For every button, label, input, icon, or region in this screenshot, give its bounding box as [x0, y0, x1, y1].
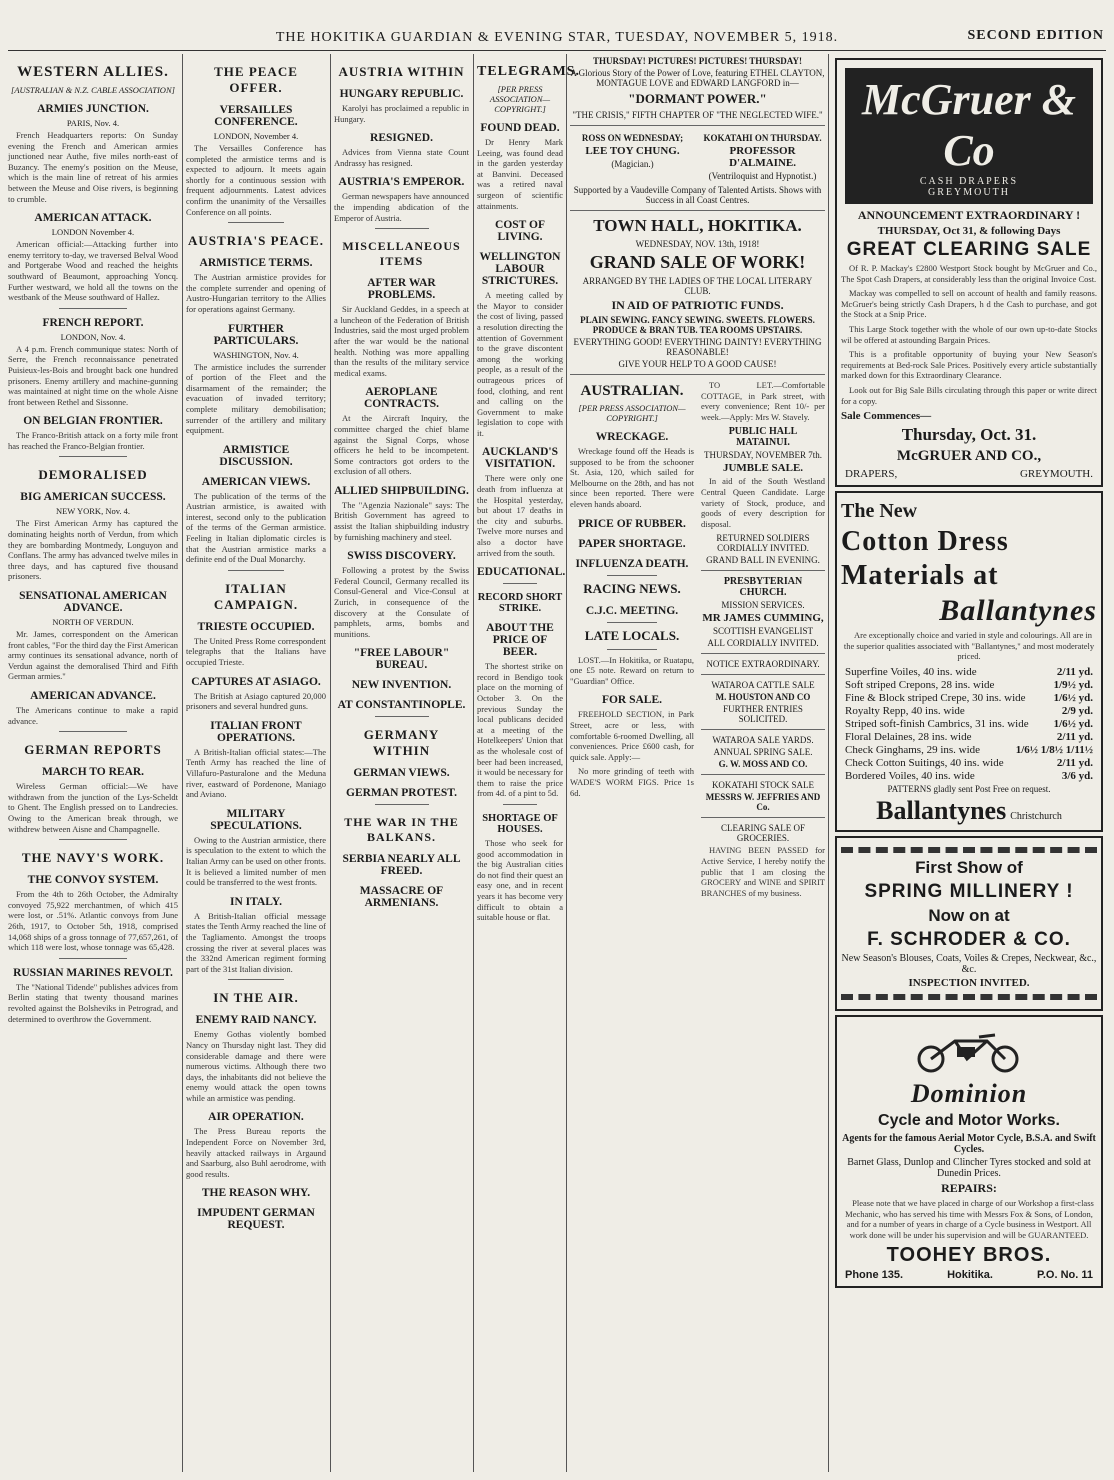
- column-austria: [334, 54, 469, 1472]
- article-title: FOUND DEAD.: [480, 122, 560, 134]
- article-body: Those who seek for good accommodation in the big Australian cities do not find their quest an easy one, and in recent years it has become very difficult to obtain a suitable house or flat.: [477, 837, 563, 923]
- section-heading: TELEGRAMS.: [477, 64, 580, 79]
- column-display-ads: [832, 54, 1106, 1472]
- prof-name: PROFESSOR D'ALMAINE.: [729, 145, 796, 169]
- separator: [701, 817, 825, 818]
- article-title: EDUCATIONAL.: [477, 566, 566, 579]
- toohey-name: TOOHEY BROS.: [886, 1244, 1052, 1267]
- article-subtitle: SERBIA NEARLY ALL FREED.: [342, 853, 461, 878]
- article-title: AEROPLANE CONTRACTS.: [363, 386, 440, 411]
- returned-line: RETURNED SOLDIERS CORDIALLY INVITED.: [716, 533, 810, 554]
- price-item: Fine & Block striped Crepe, 30 ins. wide: [845, 691, 1026, 704]
- column-rule: [182, 54, 183, 1472]
- article-title: SWISS DISCOVERY.: [347, 550, 456, 563]
- column-rule: [330, 54, 331, 1472]
- section-heading: THE WAR IN THE BALKANS.: [344, 815, 459, 845]
- clearing-sale-title: GREAT CLEARING SALE: [846, 239, 1092, 260]
- kokatahi-line: KOKATAHI ON THURSDAY.: [703, 133, 822, 143]
- stalls-line: PLAIN SEWING. FANCY SEWING. SWEETS. FLOWERS. PRODUCE & BRAN TUB. TEA ROOMS UPSTAIRS.: [580, 315, 815, 335]
- article-title: AMERICAN ATTACK.: [34, 212, 152, 225]
- section-heading: IN THE AIR.: [213, 990, 299, 1006]
- further-entries: FURTHER ENTRIES SOLICITED.: [723, 704, 803, 725]
- article-body: German newspapers have announced the impending abdication of the Emperor of Austria.: [334, 191, 469, 223]
- townhall-date: WEDNESDAY, NOV. 13th, 1918!: [635, 239, 760, 249]
- article-title: "FREE LABOUR" BUREAU.: [353, 647, 450, 672]
- price-item: Royalty Repp, 40 ins. wide: [845, 704, 965, 717]
- price-value: 1/6½ yd.: [1053, 691, 1093, 704]
- masthead-rule: [8, 50, 1106, 51]
- article-body: The Versailles Conference has completed the armistice terms and is expected to adjourn. It meets again shortly for a continuous session with frequent adjournments. Latest advices confirm the unanimity of the Versailles Conference on all points.: [186, 143, 326, 217]
- clearing-body: Mackay was compelled to sell on account of health and family reasons. McGruer's being strictly Cash Drapers, h d the Cash to purchase, and got the Stock at a Snip Price.: [841, 288, 1097, 320]
- first-show: First Show of: [915, 857, 1023, 877]
- sale-days: THURSDAY, Oct 31, & following Days: [877, 225, 1061, 237]
- clearing-groceries: CLEARING SALE OF GROCERIES.: [720, 823, 805, 844]
- article-title: WRECKAGE.: [595, 431, 669, 443]
- article-subtitle: ABOUT THE PRICE OF BEER.: [486, 622, 554, 659]
- drapers-label: DRAPERS,: [845, 468, 898, 481]
- dashed-border: [841, 847, 1097, 853]
- schroder-ad: [835, 836, 1103, 1011]
- dateline: LONDON, Nov. 4.: [60, 331, 126, 342]
- dateline: LONDON November 4.: [51, 227, 135, 238]
- motorcycle-icon: [909, 1027, 1029, 1073]
- toohey-contact: [845, 1269, 1093, 1281]
- clearing-body: Of R. P. Mackay's £2800 Westport Stock bought by McGruer and Co., The Spot Cash Drapers, at considerably less than the original Invoice Cost.: [841, 263, 1097, 284]
- worm-figs-notice: No more grinding of teeth with WADE'S WORM FIGS. Price 1s 6d.: [570, 766, 694, 798]
- article-title: AT CONSTANTINOPLE.: [337, 699, 466, 712]
- agency-line: [PER PRESS ASSOCIATION—COPYRIGHT.]: [578, 403, 686, 423]
- announcement: ANNOUNCEMENT EXTRAORDINARY !: [857, 208, 1081, 222]
- separator: [59, 958, 127, 959]
- kokatahi-stock: KOKATAHI STOCK SALE: [711, 780, 815, 791]
- phone-label: Phone 135.: [845, 1269, 904, 1282]
- ballantynes-footer-name: Ballantynes: [876, 795, 1007, 825]
- separator: [701, 674, 825, 675]
- supported-line: Supported by a Vaudeville Company of Talented Artists. Shows with Success in all Coast Centres.: [573, 185, 822, 205]
- racing-heading: RACING NEWS.: [583, 580, 681, 596]
- notice-extraordinary: NOTICE EXTRAORDINARY.: [706, 659, 820, 670]
- article-body: There were only one death from influenza at the Hospital yesterday, but about 17 deaths in the city and suburbs. Twelve more nurses and also a doctor have arrived from the south.: [477, 473, 563, 558]
- schroder-name: F. SCHRODER & CO.: [867, 928, 1071, 950]
- australian-column: [570, 380, 694, 902]
- give-line: GIVE YOUR HELP TO A GOOD CAUSE!: [618, 359, 777, 369]
- article-subtitle: ARMISTICE TERMS.: [199, 257, 313, 270]
- article-title: SENSATIONAL AMERICAN ADVANCE.: [19, 590, 167, 615]
- article-subtitle: GERMAN VIEWS.: [353, 767, 450, 780]
- article-body: At the Aircraft Inquiry, the committee charged the chief blame against the Signal Corps, whose officers he held to be incompetent. Some contractors got orders to the exclusion of all others.: [334, 413, 469, 477]
- article-body: The First American Army has captured the dominating heights north of Verdun, from which they are bombarding Montmedy, Longuyon and Conflans. The army has advanced twelve miles in three days, and has captured five thousand prisoners.: [8, 518, 178, 582]
- greymouth-label: GREYMOUTH.: [1019, 468, 1093, 481]
- article-title: ARMISTICE DISCUSSION.: [219, 443, 293, 468]
- repairs-heading: REPAIRS:: [941, 1180, 997, 1195]
- price-value: 1/6½ yd.: [1053, 717, 1093, 730]
- column-peace-offer: [186, 54, 326, 1472]
- article-title: CAPTURES AT ASIAGO.: [191, 675, 321, 688]
- patterns-line: PATTERNS gladly sent Post Free on request.: [887, 783, 1051, 794]
- article-subtitle: BIG AMERICAN SUCCESS.: [20, 491, 166, 504]
- arranged-line: ARRANGED BY THE LADIES OF THE LOCAL LITERARY CLUB.: [582, 276, 813, 296]
- separator: [570, 374, 825, 375]
- article-title: AUSTRIA'S EMPEROR.: [338, 176, 465, 189]
- article-body: The Austrian armistice provides for the complete surrender and opening of Austro-Hungarian territory to the Allies for operations against Germany.: [186, 272, 326, 314]
- article-title: NEW INVENTION.: [351, 679, 452, 692]
- article-title: AUCKLAND'S VISITATION.: [481, 446, 559, 471]
- price-row: [845, 679, 1093, 691]
- article-subtitle: MARCH TO REAR.: [41, 766, 145, 779]
- separator: [570, 210, 825, 211]
- article-body: A meeting called by the Mayor to consider the cost of living, passed a resolution directing the attention of Government to the grave discontent among the working people, as a result of the outrageous prices of food, clothing, and rent and calling on the Government to make legislation to cope with it.: [477, 290, 563, 438]
- article-body: The Americans continue to make a rapid advance.: [8, 705, 178, 726]
- article-body: The Franco-British attack on a forty mile front has reached the Franco-Belgian frontier.: [8, 430, 178, 451]
- mcgruer-name: McGRUER AND CO.,: [896, 448, 1042, 465]
- separator: [228, 222, 284, 223]
- article-subtitle: THE CONVOY SYSTEM.: [27, 874, 159, 887]
- townhall-title: TOWN HALL, HOKITIKA.: [593, 216, 802, 235]
- invited-line: ALL CORDIALLY INVITED.: [707, 638, 819, 649]
- article-body: Owing to the Austrian armistice, there is speculation to the extent to which the Italian Army can be used on other fronts. It is believed a limited number of men could be transferred to the west fronts.: [186, 834, 326, 888]
- article-body: Mr. James, correspondent on the American front cables, "For the third day the First American army continues its sensational advance, north of Verdun against the demoralised Third and Fifth German armies.": [8, 629, 178, 682]
- dateline: NEW YORK, Nov. 4.: [55, 506, 131, 517]
- article-title: GERMAN PROTEST.: [346, 787, 457, 800]
- column-notices: [570, 54, 825, 1472]
- everything-line: EVERYTHING GOOD! EVERYTHING DAINTY! EVERYTHING REASONABLE!: [573, 337, 822, 357]
- article-body: From the 4th to 26th October, the Admiralty convoyed 75,922 merchantmen, of which 415 were lost, or .51%. Atlantic convoys from June 26th, 1917, to October 5th, 1918, comprised 14,068 ships of a gross tonnage of 77,657,261, of which 118 were lost, whose tonnage was 65,428.: [8, 889, 178, 953]
- price-list: [841, 666, 1097, 782]
- tyres-line: Barnet Glass, Dunlop and Clincher Tyres stocked and sold at Dunedin Prices.: [847, 1156, 1091, 1179]
- dateline: WASHINGTON, Nov. 4.: [213, 349, 299, 360]
- article-body: A British-Italian official message states the Tenth Army reached the line of the Tagliamento. Amongst the troops crossing the river at several places was the 332nd American regiment forming part of the 31st Italian division.: [186, 910, 326, 974]
- article-body: Sir Auckland Geddes, in a speech at a luncheon of the Federation of British Industries, said the most urged problem after the war would be the national health. Nothing was more appalling than the results of the military service medical exams.: [334, 304, 469, 378]
- column-rule: [566, 54, 567, 1472]
- jeffries-name: MESSRS W. JEFFRIES AND Co.: [705, 792, 821, 813]
- dateline: LONDON, November 4.: [213, 131, 299, 141]
- section-heading: ITALIAN CAMPAIGN.: [213, 580, 299, 612]
- article-body: American official:—Attacking further into enemy territory to-day, we traversed Belval Wood and Portgerabe Wood and reached the heights southward of Beaumont, approaching Yoncq. Further westward, we hold all the towns on the westbank of the Meuse southward of Hallez.: [8, 239, 178, 303]
- pobox-label: P.O. No. 11: [1036, 1269, 1093, 1282]
- mcgruer-logo-sub: CASH DRAPERS: [919, 176, 1019, 187]
- separator: [701, 570, 825, 571]
- prof-sub: (Ventriloquist and Hypnotist.): [708, 171, 817, 181]
- cycle-works: Cycle and Motor Works.: [878, 1111, 1060, 1129]
- price-row: [845, 718, 1093, 730]
- jumble-title: JUMBLE SALE.: [722, 462, 804, 475]
- dateline: PARIS, Nov. 4.: [66, 118, 120, 128]
- ballantynes-ad: [835, 491, 1103, 832]
- agency-line: [PER PRESS ASSOCIATION—COPYRIGHT.]: [489, 84, 551, 114]
- price-item: Superfine Voiles, 40 ins. wide: [845, 665, 977, 678]
- mcgruer-ad: [835, 58, 1103, 487]
- price-value: 2/11 yd.: [1056, 730, 1093, 743]
- article-body: Karolyi has proclaimed a republic in Hungary.: [334, 103, 469, 124]
- mcgruer-logo-text: McGruer & Co: [862, 75, 1076, 175]
- article-body: Wreckage found off the Heads is supposed to be from the schooner St. Asia, 120, which sailed for Melbourne on the 28th, and has not since been reported. There were eleven hands aboard.: [570, 446, 694, 509]
- article-body: The "Agenzia Nazionale" says: The British Government has agreed to assist the Italian shipbuilding industry by furnishing machinery and steel.: [334, 499, 469, 542]
- article-title: INFLUENZA DEATH.: [575, 557, 689, 570]
- article-title: FURTHER PARTICULARS.: [213, 322, 299, 347]
- price-row: [845, 757, 1093, 769]
- article-title: C.J.C. MEETING.: [585, 604, 679, 617]
- article-subtitle: AFTER WAR PROBLEMS.: [367, 277, 436, 302]
- price-row: [845, 705, 1093, 717]
- article-subtitle: HUNGARY REPUBLIC.: [339, 88, 464, 100]
- to-let-notice: TO LET.—Comfortable COTTAGE, in Park street, with every convenience; Rent 10/- per week.—Apply: Mrs W. Stavely.: [701, 380, 825, 422]
- section-heading: THE NAVY'S WORK.: [21, 850, 165, 866]
- price-value: 2/9 yd.: [1061, 704, 1093, 717]
- christchurch-label: Christchurch: [1010, 810, 1062, 822]
- evangelist-line: SCOTTISH EVANGELIST: [712, 626, 814, 637]
- separator: [59, 731, 127, 732]
- separator: [59, 308, 127, 309]
- clearing-body: Look out for Big Sale Bills circulating through this paper or write direct for a copy.: [841, 384, 1097, 406]
- late-locals-heading: LATE LOCALS.: [584, 627, 680, 643]
- separator: [59, 456, 127, 457]
- presbyterian-title: PRESBYTERIAN CHURCH.: [723, 576, 803, 599]
- article-title: ALLIED SHIPBUILDING.: [334, 484, 469, 497]
- article-title: ON BELGIAN FRONTIER.: [23, 415, 163, 428]
- ballantynes-cotton: Cotton Dress: [841, 526, 1009, 558]
- article-body: The armistice includes the surrender of portion of the Fleet and the disarmament of the remainder; the evacuation of invaded territory; complete military demobilisation; surrender of the artillery and military equipment.: [186, 361, 326, 436]
- lee-sub: (Magician.): [611, 159, 654, 169]
- blouses-line: New Season's Blouses, Coats, Voiles & Crepes, Neckwear, &c., &c.: [841, 952, 1097, 975]
- repairs-body: Please note that we have placed in charge of our Workshop a first-class Mechanic, who has served his time with Messrs Fox & Sons, of London, and for a number of years in charge of a Cycle business in Westport. All work done will be under his supervision and will be GUARANTEED.: [845, 1197, 1094, 1240]
- section-heading: GERMANY WITHIN: [363, 727, 440, 759]
- article-title: IN ITALY.: [230, 895, 282, 908]
- agents-line: Agents for the famous Aerial Motor Cycle, B.S.A. and Swift Cycles.: [842, 1132, 1096, 1155]
- separator: [570, 125, 825, 126]
- separator: [701, 653, 825, 654]
- article-body: The shortest strike on record in Bendigo took place on the morning of October 3. On the previous Sunday the local publicans decided at a meeting of the Hotelkeepers' Union that as the wholesale cost of beer had been increased, it would be necessary for them to raise the price from 4d. of a pint to 5d.: [477, 661, 563, 799]
- price-row: [845, 692, 1093, 704]
- article-title: FRENCH REPORT.: [42, 316, 144, 329]
- price-value: 1/6½ 1/8½ 1/11½: [1015, 743, 1093, 756]
- section-heading: AUSTRIA'S PEACE.: [188, 233, 324, 249]
- lost-notice: LOST.—In Hokitika, or Ruatapu, one £5 note. Reward on return to "Guardian" Office.: [570, 654, 694, 686]
- price-item: Check Ginghams, 29 ins. wide: [845, 743, 981, 756]
- article-title: AIR OPERATION.: [208, 1111, 304, 1124]
- grand-sale-title: GRAND SALE OF WORK!: [589, 252, 806, 272]
- inspection-line: INSPECTION INVITED.: [908, 976, 1030, 989]
- price-value: 2/11 yd.: [1056, 665, 1093, 678]
- price-value: 1/9½ yd.: [1053, 678, 1093, 691]
- article-title: PRICE OF RUBBER.: [578, 517, 686, 530]
- ballantynes-logo: Ballantynes: [939, 594, 1097, 628]
- separator: [503, 583, 537, 584]
- article-subtitle: AMERICAN VIEWS.: [201, 475, 311, 488]
- section-heading: WESTERN ALLIES.: [17, 64, 169, 80]
- pictures-banner: THURSDAY! PICTURES! PICTURES! THURSDAY!: [593, 56, 802, 66]
- article-subtitle: VERSAILLES CONFERENCE.: [214, 104, 298, 128]
- pictures-crisis: "THE CRISIS," FIFTH CHAPTER OF "THE NEGLECTED WIFE.": [572, 110, 823, 120]
- article-body: Following a protest by the Swiss Federal Council, Germany recalled its Consul-General and Vice-Consul at Zurich, in consequence of the discovery at the Consulate of pamphlets, arms, bombs and munitions.: [334, 565, 469, 639]
- separator: [375, 804, 429, 805]
- mcgruer-logo-town: GREYMOUTH: [928, 187, 1010, 198]
- article-body: A 4 p.m. French communique states: North of Serre, the French reconnaissance penetrated Puisieux-les-Bois and brought back one hundred prisoners. Enemy artillery and machine-gunning was maintained at night time on the whole Aisne front between Rethel and Sissonne.: [8, 343, 178, 407]
- clearing-body: This is a profitable opportunity of buying your New Season's requirements at Bed-rock Sale Prices. Positively every article substantially marked down for this Extraordinary Clearance.: [841, 349, 1097, 381]
- article-body: Wireless German official:—We have withdrawn from the junction of the Lys-Scheldt to Ghent. The English pressed on to Landrecies. Owing to the American break through, we withdrew between Aisne and Champagnelle.: [8, 781, 178, 834]
- separator: [228, 979, 284, 980]
- dashed-border: [841, 994, 1097, 1000]
- article-body: Advices from Vienna state Count Andrassy has resigned.: [334, 147, 469, 168]
- section-heading: AUSTRIA WITHIN: [338, 64, 465, 79]
- price-row: [845, 666, 1093, 678]
- mcgruer-logo: [845, 68, 1093, 204]
- price-item: Check Cotton Suitings, 40 ins. wide: [845, 756, 1004, 769]
- article-subtitle: TRIESTE OCCUPIED.: [197, 620, 315, 633]
- separator: [701, 774, 825, 775]
- article-body: The United Press Rome correspondent telegraphs that the Italians have occupied Trieste.: [186, 635, 326, 668]
- section-heading: GERMAN REPORTS: [24, 742, 162, 758]
- toohey-ad: [835, 1015, 1103, 1288]
- for-sale-heading: FOR SALE.: [601, 694, 663, 707]
- section-heading: DEMORALISED: [38, 467, 148, 483]
- separator: [228, 570, 284, 571]
- separator: [59, 839, 127, 840]
- article-title: MILITARY SPECULATIONS.: [210, 807, 302, 832]
- ross-line: ROSS ON WEDNESDAY;: [581, 133, 684, 143]
- cumming-name: MR JAMES CUMMING,: [702, 612, 824, 625]
- ballantynes-materials: Materials at: [841, 560, 999, 592]
- wataroa-yards: WATAROA SALE YARDS.: [712, 735, 814, 746]
- price-row: [845, 770, 1093, 782]
- dominion-title: Dominion: [910, 1078, 1028, 1108]
- ballantynes-footer: [841, 796, 1097, 826]
- article-title: ITALIAN FRONT OPERATIONS.: [210, 719, 302, 744]
- price-item: Soft striped Crepons, 28 ins. wide: [845, 678, 995, 691]
- article-subtitle: IMPUDENT GERMAN REQUEST.: [197, 1207, 315, 1232]
- column-telegrams: [477, 54, 580, 1472]
- article-body: Dr Henry Mark Leeing, was found dead in the garden yesterday at Banvini. Deceased was a retired naval surgeon of scientific attainments.: [477, 137, 563, 211]
- pictures-desc: A Glorious Story of the Power of Love, featuring ETHEL CLAYTON, MONTAGUE LOVE and EDWARD LANGFORD in—: [570, 68, 825, 88]
- article-title: COST OF LIVING.: [495, 219, 545, 244]
- lower-notices: [570, 380, 825, 902]
- jumble-body: In aid of the South Westland Central Queen Candidate. Large variety of Stock, produce, and goods of every description for disposal.: [701, 476, 825, 529]
- article-title: RESIGNED.: [370, 132, 433, 145]
- section-heading: MISCELLANEOUS ITEMS: [342, 239, 461, 269]
- masthead-title: THE HOKITIKA GUARDIAN & EVENING STAR, TUESDAY, NOVEMBER 5, 1918.: [275, 30, 839, 45]
- article-title: WELLINGTON LABOUR STRICTURES.: [479, 251, 561, 288]
- houston-name: M. HOUSTON AND CO: [715, 692, 811, 703]
- now-on: Now on at: [928, 905, 1010, 925]
- public-hall: PUBLIC HALL MATAINUI.: [728, 426, 798, 449]
- clearing-body: This Large Stock together with the whole of our own up-to-date Stocks wil be offered at astounding Bargain Prices.: [841, 323, 1097, 345]
- article-title: ARMIES JUNCTION.: [37, 103, 149, 115]
- article-body: French Headquarters reports: On Sunday evening the French and American armies junctioned near Authe, five miles north-east of Buzancy. The enemy's position on the Meuse, which is the main line of retreat of his armies between the Meuse and Oise rivers, is beginning to crumble.: [8, 130, 178, 204]
- separator: [607, 622, 657, 623]
- separator: [503, 804, 537, 805]
- article-body: The British at Asiago captured 20,000 prisoners and several hundred guns.: [186, 690, 326, 712]
- article-title: RECORD SHORT STRIKE.: [477, 592, 563, 615]
- ball-line: GRAND BALL IN EVENING.: [706, 555, 820, 566]
- freehold-notice: FREEHOLD SECTION, in Park Street, acre or less, with comfortable 6-roomed Dwelling, all conveniences. Price £600 cash, for quick sale. Apply:—: [570, 709, 694, 762]
- mcgruer-footer: [845, 468, 1093, 480]
- section-heading: THE PEACE OFFER.: [214, 64, 298, 95]
- mission-line: MISSION SERVICES.: [721, 600, 805, 611]
- price-item: Bordered Voiles, 40 ins. wide: [845, 769, 975, 782]
- agency-line: [AUSTRALIAN & N.Z. CABLE ASSOCIATION]: [11, 85, 175, 95]
- lee-name: LEE TOY CHUNG.: [585, 145, 680, 157]
- wataroa-cattle: WATAROA CATTLE SALE: [711, 680, 815, 691]
- public-hall-date: THURSDAY, NOVEMBER 7th.: [703, 450, 823, 461]
- article-title: RUSSIAN MARINES REVOLT.: [13, 966, 173, 979]
- column-rule: [473, 54, 474, 1472]
- article-body: Enemy Gothas violently bombed Nancy on Thursday night last. They did considerable damage and there were numerous victims. Although there two days, the inhabitants did not believe the enemy would attack the open towns while an armistice was pending.: [186, 1029, 326, 1103]
- separator: [607, 575, 657, 576]
- dateline: NORTH OF VERDUN.: [52, 617, 134, 628]
- article-title: SHORTAGE OF HOUSES.: [482, 812, 558, 835]
- article-title: PAPER SHORTAGE.: [578, 537, 686, 550]
- price-item: Floral Delaines, 28 ins. wide: [845, 730, 972, 743]
- price-row: [845, 744, 1093, 756]
- article-body: The publication of the terms of the Austrian armistice, is awaited with interest, second only to the publication of the terms of the German armistice. Feeling in Italian diplomatic circles is that the Austrian armistice marks a definite end of the Dual Monarchy.: [186, 490, 326, 565]
- article-title: MASSACRE OF ARMENIANS.: [359, 885, 444, 910]
- classifieds-column: [701, 380, 825, 902]
- separator: [375, 228, 429, 229]
- sale-commences: Sale Commences—: [841, 410, 932, 423]
- article-title: THE REASON WHY.: [201, 1187, 311, 1200]
- ballantynes-new: The New: [841, 500, 918, 523]
- pictures-title: "DORMANT POWER.": [628, 91, 767, 106]
- vaudeville-row: [570, 131, 825, 183]
- price-item: Striped soft-finish Cambrics, 31 ins. wide: [845, 717, 1029, 730]
- separator: [607, 649, 657, 650]
- article-subtitle: ENEMY RAID NANCY.: [195, 1014, 317, 1027]
- ballantynes-desc: Are exceptionally choice and varied in style and colourings. All are in the superior qualities associated with "Ballantynes," and most moderately priced.: [843, 630, 1095, 662]
- separator: [375, 716, 429, 717]
- sale-date: Thursday, Oct. 31.: [901, 425, 1037, 445]
- separator: [701, 729, 825, 730]
- article-body: The Press Bureau reports the Independent Force on November 3rd, heavily attacked railways in Argaund and Saarburg, also Buhl aerodrome, with good results.: [186, 1126, 326, 1179]
- town-label: Hokitika.: [947, 1269, 993, 1282]
- price-value: 2/11 yd.: [1056, 756, 1093, 769]
- spring-millinery: SPRING MILLINERY !: [864, 880, 1074, 902]
- column-rule: [828, 54, 829, 1472]
- masthead: [0, 0, 1114, 46]
- patriotic-line: IN AID OF PATRIOTIC FUNDS.: [611, 298, 784, 312]
- column-western-allies: [8, 54, 178, 1472]
- price-value: 3/6 yd.: [1061, 769, 1093, 782]
- price-row: [845, 731, 1093, 743]
- australian-heading: AUSTRALIAN.: [580, 383, 684, 399]
- active-service-notice: HAVING BEEN PASSED for Active Service, I hereby notify the public that I am closing the GROCERY and WINE and SPIRIT BRANCHES of my business.: [701, 845, 825, 898]
- edition-label: SECOND EDITION: [967, 28, 1104, 43]
- article-body: The "National Tidende" publishes advices from Berlin stating that twenty thousand marines revolted against the Bolsheviks in Petrograd, and determined to overthrow the Government.: [8, 981, 178, 1024]
- article-body: A British-Italian official states:—The Tenth Army has reached the line of Villafuro-Pasturalone and the Meduna river, eastward of Pordenone, Maniago and Aviano.: [186, 746, 326, 800]
- moss-name: G. W. MOSS AND CO.: [718, 759, 808, 770]
- annual-sale: ANNUAL SPRING SALE.: [713, 747, 813, 758]
- article-title: AMERICAN ADVANCE.: [30, 690, 156, 702]
